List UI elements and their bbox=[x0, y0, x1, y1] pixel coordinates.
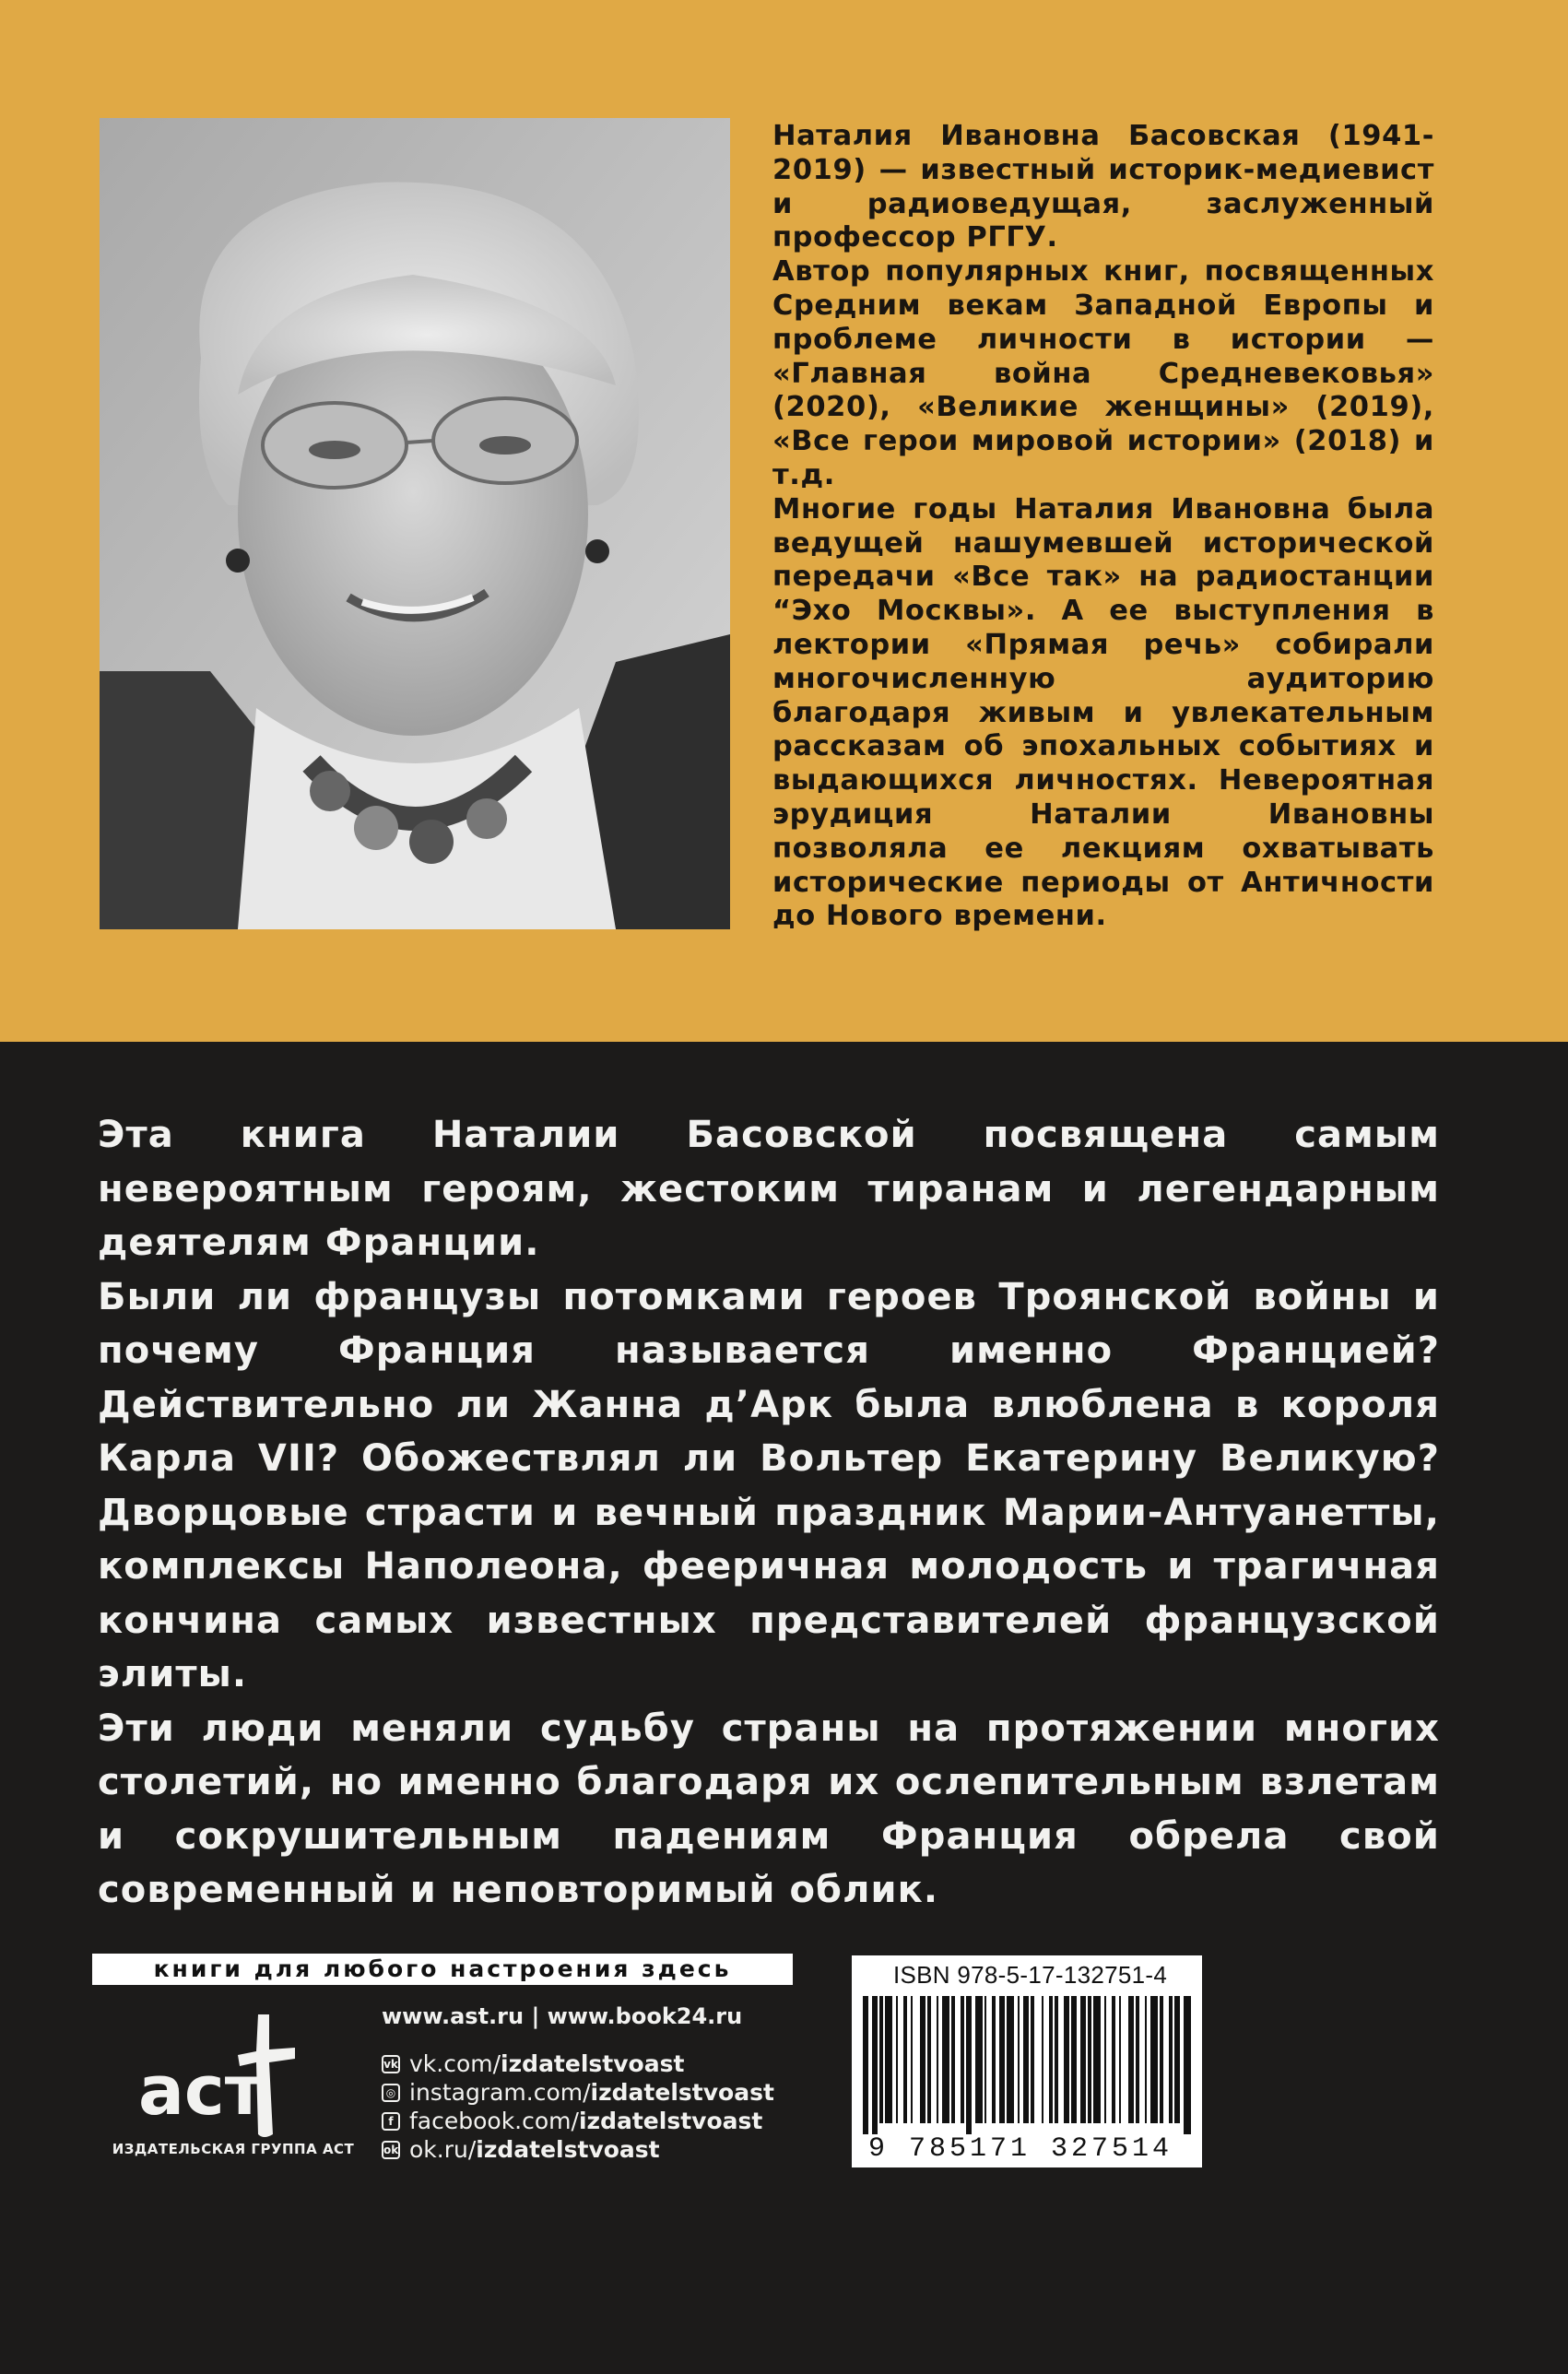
barcode-bar bbox=[896, 1996, 898, 2123]
barcode-bar bbox=[966, 1996, 972, 2134]
publisher-caption: ИЗДАТЕЛЬСКАЯ ГРУППА АСТ bbox=[112, 2141, 355, 2157]
social-link-instagram[interactable] bbox=[382, 2078, 774, 2107]
barcode-bar bbox=[1119, 1996, 1121, 2123]
barcode-bar bbox=[1104, 1996, 1106, 2123]
barcode-bar bbox=[1160, 1996, 1163, 2123]
facebook-icon: f bbox=[382, 2112, 400, 2131]
barcode-bar bbox=[1007, 1996, 1014, 2123]
barcode-bar bbox=[1145, 1996, 1147, 2123]
social-handle: izdatelstvoast bbox=[501, 2050, 685, 2077]
barcode-bar bbox=[903, 1996, 907, 2123]
barcode-bar bbox=[1071, 1996, 1077, 2123]
author-bio bbox=[772, 120, 1434, 934]
barcode-bar bbox=[999, 1996, 1005, 2123]
barcode-bar bbox=[1042, 1996, 1043, 2123]
logo-text: аст bbox=[138, 2051, 265, 2131]
website-links[interactable]: www.ast.ru | www.book24.ru bbox=[382, 2003, 743, 2029]
barcode-bar bbox=[1128, 1996, 1134, 2123]
social-handle: izdatelstvoast bbox=[476, 2136, 660, 2163]
barcode-bar bbox=[984, 1996, 986, 2123]
barcode-bar bbox=[1023, 1996, 1029, 2123]
social-link-vk[interactable] bbox=[382, 2049, 774, 2078]
barcode-bar bbox=[1169, 1996, 1173, 2123]
bio-paragraph: Многие годы Наталия Ивановна была ведущей нашумевшей исторической передачи «Все так» на радиостанции “Эхо Москвы». А ее выступления в лектории «Прямая речь» собирали многочисленную аудиторию благодаря живым и увлекательным рассказам об эпохальных событиях и выдающихся личностях. Невероятная эрудиция Наталии Ивановны позволяла ее лекциям охватывать исторические периоды от Античности до Нового времени. bbox=[772, 492, 1434, 933]
social-prefix: vk.com/ bbox=[409, 2050, 501, 2077]
barcode-bar bbox=[1150, 1996, 1158, 2123]
barcode-bar bbox=[1018, 1996, 1020, 2123]
isbn-number: ISBN 978-5-17-132751-4 bbox=[893, 1961, 1168, 1989]
barcode-bar bbox=[1064, 1996, 1069, 2123]
barcode-digits: 9 785171 327514 bbox=[868, 2133, 1173, 2165]
barcode-bar bbox=[1174, 1996, 1180, 2123]
social-handle: izdatelstvoast bbox=[590, 2079, 774, 2106]
barcode-bar bbox=[872, 1996, 878, 2134]
description-paragraph: Эти люди меняли судьбу страны на протяжении многих столетий, но именно благодаря их ослепительным взлетам и сокрушительным падениям Франция обрела свой современный и неповторимый облик. bbox=[98, 1707, 1440, 1911]
social-links bbox=[382, 2049, 774, 2164]
barcode-bar bbox=[1093, 1996, 1101, 2123]
barcode-box bbox=[852, 1955, 1202, 2167]
barcode-bar bbox=[879, 1996, 883, 2123]
barcode-bar bbox=[992, 1996, 996, 2123]
barcode-bar bbox=[863, 1996, 868, 2134]
social-handle: izdatelstvoast bbox=[578, 2108, 763, 2134]
odnoklassniki-icon: ok bbox=[382, 2141, 400, 2159]
publisher-logo bbox=[111, 2005, 350, 2144]
bio-paragraph: Автор популярных книг, посвященных Средним векам Западной Европы и проблеме личности в истории — «Главная война Средневековья» (2020), «Великие женщины» (2019), «Все герои мировой истории» (2018) и т.д. bbox=[772, 255, 1434, 491]
social-prefix: ok.ru/ bbox=[409, 2136, 477, 2163]
barcode-bar bbox=[1049, 1996, 1053, 2123]
barcode-bar bbox=[1184, 1996, 1191, 2134]
instagram-icon: ◎ bbox=[382, 2084, 400, 2102]
slogan-banner: книги для любого настроения здесь bbox=[92, 1954, 793, 1985]
barcode-bar bbox=[920, 1996, 925, 2123]
social-prefix: instagram.com/ bbox=[409, 2079, 591, 2106]
barcode-bar bbox=[951, 1996, 955, 2123]
barcode-bar bbox=[927, 1996, 931, 2123]
barcode-bar bbox=[1112, 1996, 1115, 2123]
bio-paragraph: Наталия Ивановна Басовская (1941-2019) — известный историк-медиевист и радиоведущая, заслуженный профессор РГГУ. bbox=[772, 120, 1434, 254]
description-paragraph: Эта книга Наталии Басовской посвящена самым невероятным героям, жестоким тиранам и легендарным деятелям Франции. bbox=[98, 1114, 1440, 1264]
barcode-bar bbox=[1055, 1996, 1058, 2123]
vk-icon: vk bbox=[382, 2055, 400, 2073]
barcode-bar bbox=[1031, 1996, 1034, 2123]
author-photo bbox=[100, 118, 730, 929]
barcode-bar bbox=[1088, 1996, 1091, 2123]
barcode-bar bbox=[937, 1996, 938, 2123]
barcode-bar bbox=[911, 1996, 913, 2123]
barcode-bar bbox=[1080, 1996, 1086, 2123]
barcode-bar bbox=[1136, 1996, 1139, 2123]
barcode-bar bbox=[942, 1996, 949, 2123]
barcode-bar bbox=[885, 1996, 892, 2123]
barcode-bar bbox=[961, 1996, 964, 2123]
social-link-odnoklassniki[interactable] bbox=[382, 2135, 774, 2164]
barcode-bar bbox=[975, 1996, 983, 2123]
description-paragraph: Были ли французы потомками героев Троянской войны и почему Франция называется именно Францией? Действительно ли Жанна д’Арк была влюблена в короля Карла VII? Обожествлял ли Вольтер Екатерину Великую? Дворцовые страсти и вечный праздник Марии-Антуанетты, комплексы Наполеона, фееричная молодость и трагичная кончина самых известных представителей французской элиты. bbox=[98, 1275, 1440, 1695]
book-description bbox=[98, 1108, 1440, 1918]
barcode-bars bbox=[861, 1996, 1193, 2134]
social-prefix: facebook.com/ bbox=[409, 2108, 579, 2134]
social-link-facebook[interactable] bbox=[382, 2107, 774, 2135]
